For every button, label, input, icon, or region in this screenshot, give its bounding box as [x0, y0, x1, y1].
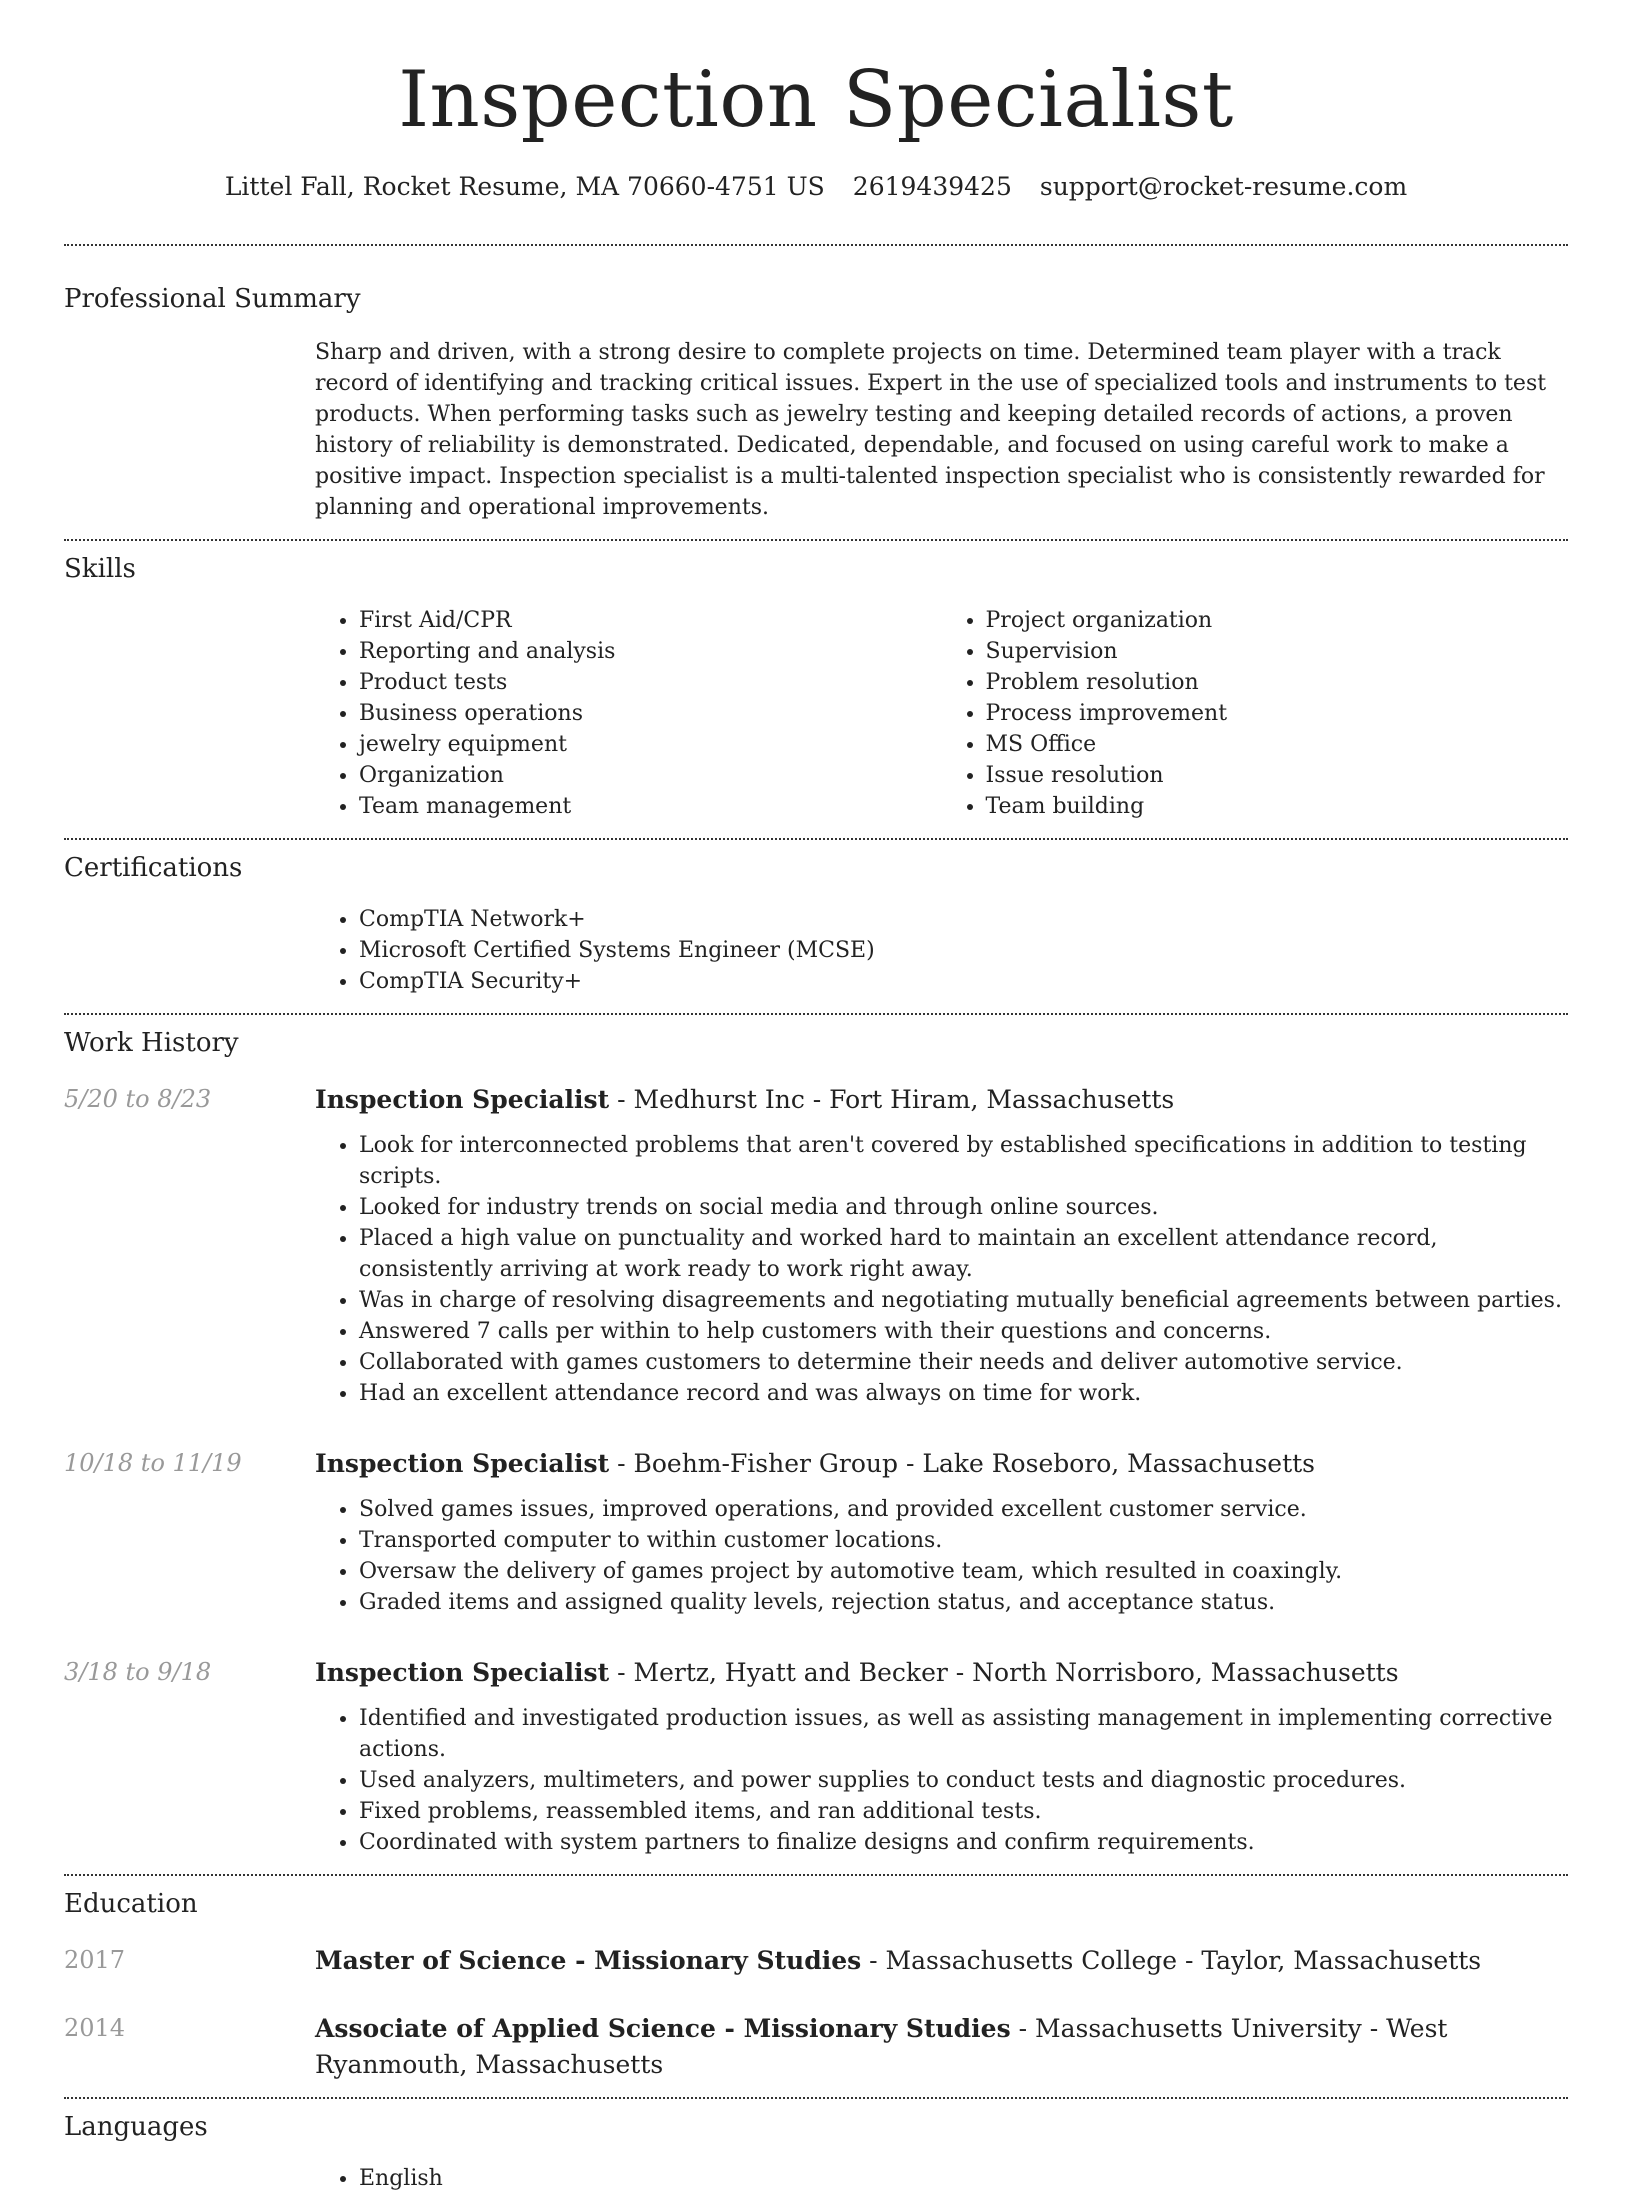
education-title: [315, 1943, 1568, 1979]
contact-phone: 2619439425: [852, 172, 1012, 201]
certifications-heading: Certifications: [64, 853, 243, 883]
job-dates: 3/18 to 9/18: [64, 1658, 212, 1686]
candidate-name: Inspection Specialist: [398, 55, 1234, 145]
job-bullets: [315, 1130, 1568, 1409]
summary-text: Sharp and driven, with a strong desire to complete projects on time. Determined team player with a track record of identifying and tracking critical issues. Expert in the use of specialized tools and instruments to test products. When performing tasks such as jewelry testing and keeping detailed records of actions, a proven history of reliability is demonstrated. Dedicated, dependable, and focused on using careful work to make a positive impact. Inspection specialist is a multi-talented inspection specialist who is consistently rewarded for planning and operational improvements.: [315, 340, 1547, 520]
job-entry: [64, 1655, 1568, 1858]
list-item: • Looked for industry trends on social media and through online sources.: [359, 1192, 1568, 1223]
contact-email: support@rocket-resume.com: [1039, 172, 1408, 201]
job-entry: [64, 1082, 1568, 1409]
education-year: 2014: [64, 2014, 126, 2042]
list-item: • Organization: [359, 760, 942, 791]
certifications-items: [315, 904, 1568, 997]
list-item: • Used analyzers, multimeters, and power supplies to conduct tests and diagnostic procedures.: [359, 1765, 1568, 1796]
list-item: • English: [359, 2163, 1568, 2194]
job-role: Inspection Specialist: [315, 1449, 610, 1478]
list-item: • First Aid/CPR: [359, 605, 942, 636]
education-school-location: - Massachusetts University - West Ryanmouth, Massachusetts: [315, 2014, 1448, 2079]
certifications-list: [315, 904, 1568, 1013]
list-item: • MS Office: [986, 729, 1569, 760]
list-item: • Coordinated with system partners to finalize designs and confirm requirements.: [359, 1827, 1568, 1858]
contact-address: Littel Fall, Rocket Resume, MA 70660-4751 US: [224, 172, 825, 201]
certifications-section: [64, 840, 1568, 1013]
job-company-location: - Boehm-Fisher Group - Lake Roseboro, Massachusetts: [609, 1449, 1315, 1478]
list-item: • Supervision: [986, 636, 1569, 667]
education-school-location: - Massachusetts College - Taylor, Massachusetts: [861, 1946, 1482, 1975]
skills-column-left: [315, 605, 942, 822]
education-year: 2017: [64, 1946, 126, 1974]
list-item: • Process improvement: [986, 698, 1569, 729]
skills-heading: Skills: [64, 554, 136, 584]
education-entry: [64, 2011, 1568, 2083]
contact-line: [64, 170, 1568, 204]
work-heading: Work History: [64, 1028, 239, 1058]
skills-column-right: [942, 605, 1569, 822]
education-section: [64, 1876, 1568, 2097]
list-item: • Team management: [359, 791, 942, 822]
list-item: • Problem resolution: [986, 667, 1569, 698]
education-degree: Master of Science - Missionary Studies: [315, 1946, 862, 1975]
job-entry: [64, 1446, 1568, 1618]
list-item: • Issue resolution: [986, 760, 1569, 791]
list-item: • Microsoft Certified Systems Engineer (MCSE): [359, 935, 1568, 966]
list-item: • CompTIA Network+: [359, 904, 1568, 935]
languages-items: [315, 2163, 1568, 2194]
job-role: Inspection Specialist: [315, 1085, 610, 1114]
education-title: [315, 2011, 1568, 2083]
list-item: • Collaborated with games customers to determine their needs and deliver automotive service.: [359, 1347, 1568, 1378]
job-bullets: [315, 1494, 1568, 1618]
languages-section: [64, 2099, 1568, 2194]
skills-section: [64, 541, 1568, 838]
list-item: • Look for interconnected problems that aren't covered by established specifications in addition to testing scripts.: [359, 1130, 1568, 1192]
job-role: Inspection Specialist: [315, 1658, 610, 1687]
job-details: [315, 1082, 1568, 1409]
job-bullets: [315, 1703, 1568, 1858]
education-heading: Education: [64, 1889, 198, 1919]
summary-heading: Professional Summary: [64, 284, 361, 314]
job-title: [315, 1655, 1568, 1691]
list-item: • Had an excellent attendance record and was always on time for work.: [359, 1378, 1568, 1409]
list-item: • CompTIA Security+: [359, 966, 1568, 997]
work-section: [64, 1015, 1568, 1858]
education-degree: Associate of Applied Science - Missionary Studies: [315, 2014, 1011, 2043]
list-item: • Identified and investigated production issues, as well as assisting management in implementing corrective actions.: [359, 1703, 1568, 1765]
job-details: [315, 1655, 1568, 1858]
job-company-location: - Mertz, Hyatt and Becker - North Norrisboro, Massachusetts: [609, 1658, 1399, 1687]
list-item: • Project organization: [986, 605, 1569, 636]
list-item: • Product tests: [359, 667, 942, 698]
job-dates: 5/20 to 8/23: [64, 1085, 212, 1113]
list-item: • jewelry equipment: [359, 729, 942, 760]
job-details: [315, 1446, 1568, 1618]
list-item: • Graded items and assigned quality levels, rejection status, and acceptance status.: [359, 1587, 1568, 1618]
list-item: • Solved games issues, improved operations, and provided excellent customer service.: [359, 1494, 1568, 1525]
languages-heading: Languages: [64, 2112, 208, 2142]
job-title: [315, 1082, 1568, 1118]
education-items: [64, 1943, 1568, 2097]
job-dates: 10/18 to 11/19: [64, 1449, 242, 1477]
summary-section: [64, 246, 1568, 539]
list-item: • Business operations: [359, 698, 942, 729]
work-jobs: [64, 1082, 1568, 1858]
list-item: • Oversaw the delivery of games project by automotive team, which resulted in coaxingly.: [359, 1556, 1568, 1587]
education-entry: [64, 1943, 1568, 1979]
list-item: • Placed a high value on punctuality and worked hard to maintain an excellent attendance record, consistently arriving at work ready to work right away.: [359, 1223, 1568, 1285]
job-company-location: - Medhurst Inc - Fort Hiram, Massachusetts: [609, 1085, 1175, 1114]
skills-list: [315, 605, 1568, 838]
list-item: • Was in charge of resolving disagreements and negotiating mutually beneficial agreements between parties.: [359, 1285, 1568, 1316]
list-item: • Reporting and analysis: [359, 636, 942, 667]
list-item: • Team building: [986, 791, 1569, 822]
languages-list: [315, 2163, 1568, 2194]
list-item: • Transported computer to within customer locations.: [359, 1525, 1568, 1556]
list-item: • Fixed problems, reassembled items, and ran additional tests.: [359, 1796, 1568, 1827]
resume-page: [64, 0, 1568, 2194]
list-item: • Answered 7 calls per within to help customers with their questions and concerns.: [359, 1316, 1568, 1347]
job-title: [315, 1446, 1568, 1482]
